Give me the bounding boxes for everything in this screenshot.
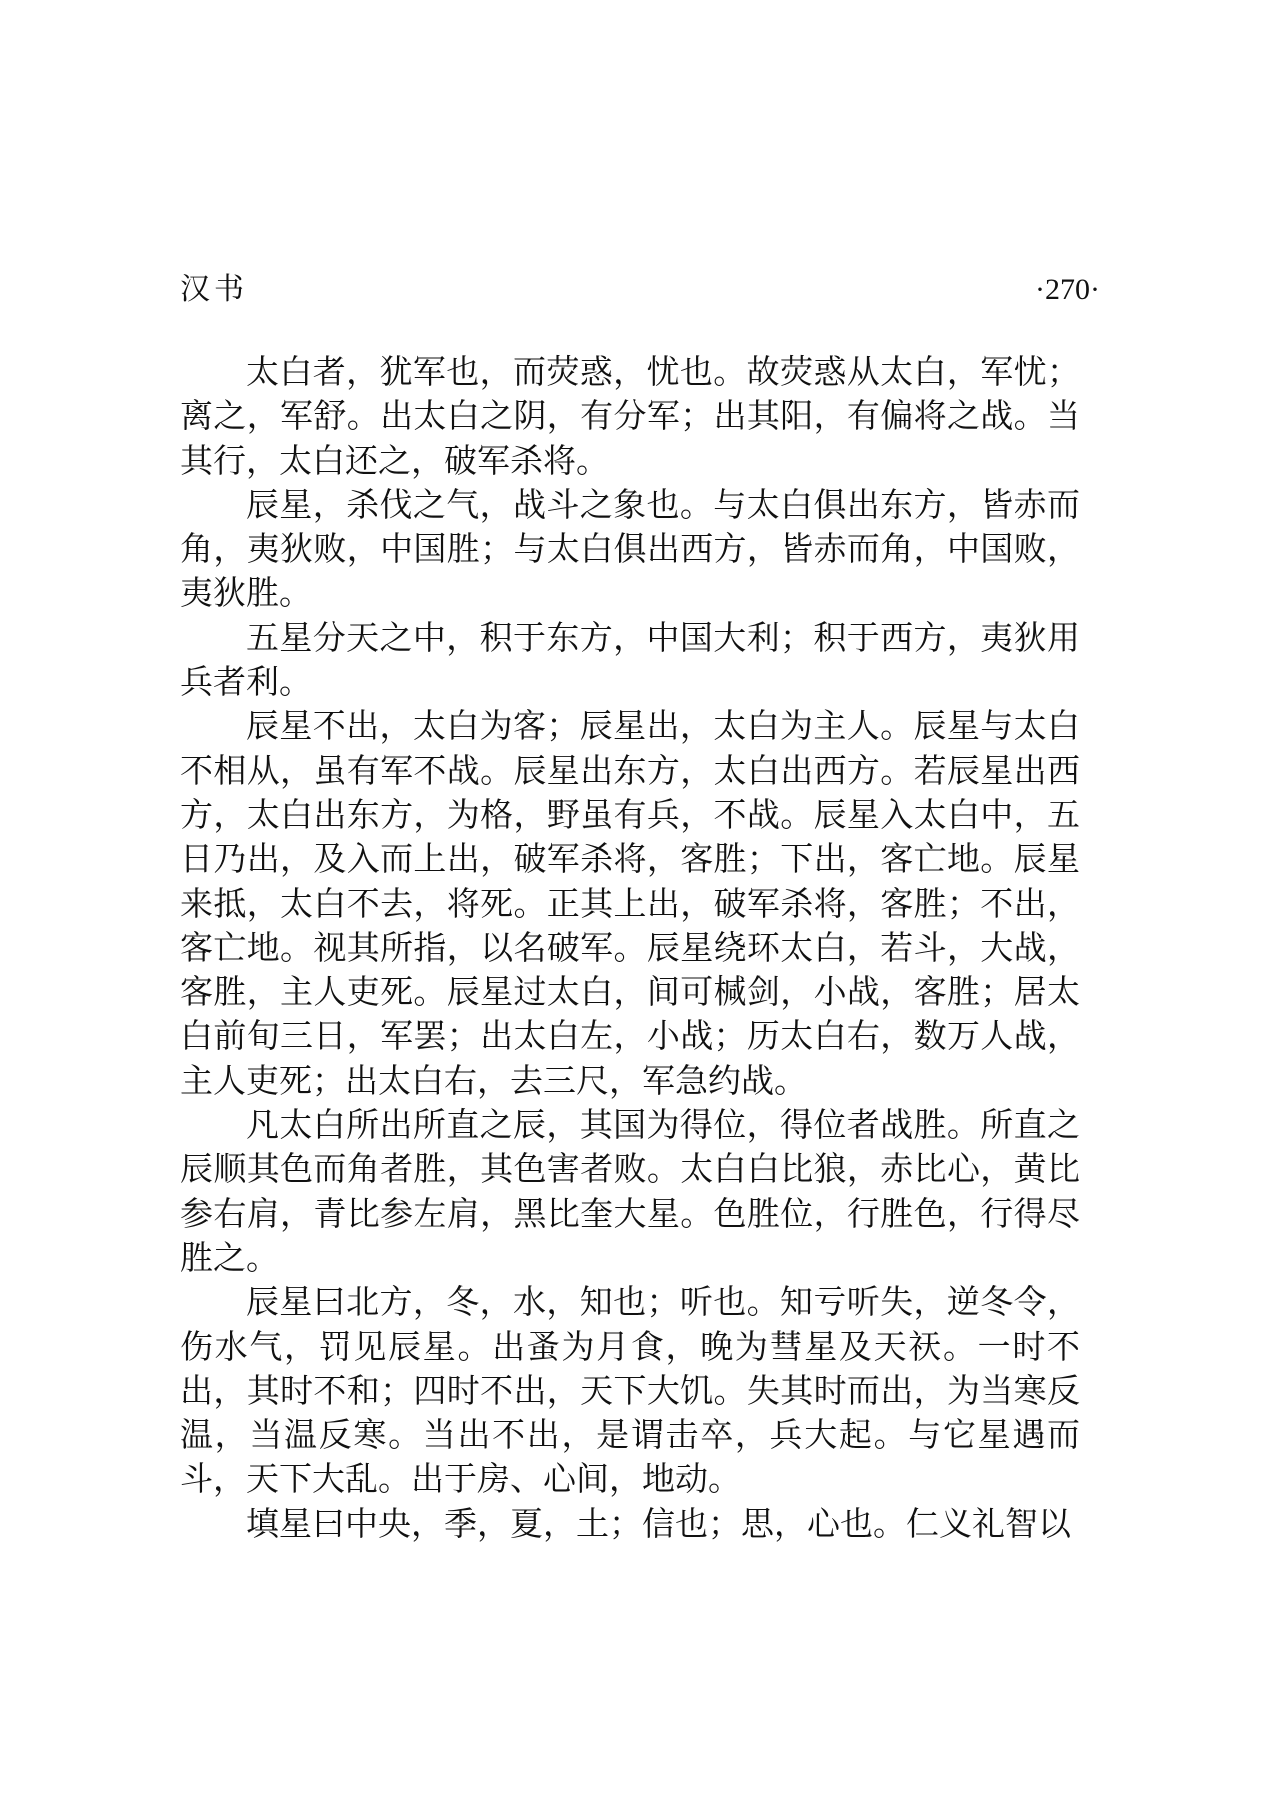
paragraph: 太白者，犹军也，而荧惑，忧也。故荧惑从太白，军忧；离之，军舒。出太白之阴，有分军；出其阳，有偏将之战。当其行，太白还之，破军杀将。 bbox=[180, 352, 1080, 480]
page-header bbox=[180, 270, 1100, 310]
paragraph: 辰星曰北方，冬，水，知也；听也。知亏听失，逆冬令，伤水气，罚见辰星。出蚤为月食，晚为彗星及天祆。一时不出，其时不和；四时不出，天下大饥。失其时而出，为当寒反温，当温反寒。当出不出，是谓击卒，兵大起。与它星遇而斗，天下大乱。出于房、心间，地动。 bbox=[180, 1282, 1080, 1499]
paragraph: 凡太白所出所直之辰，其国为得位，得位者战胜。所直之辰顺其色而角者胜，其色害者败。太白白比狼，赤比心，黄比参右肩，青比参左肩，黑比奎大星。色胜位，行胜色，行得尽胜之。 bbox=[180, 1105, 1080, 1277]
book-title: 汉书 bbox=[180, 272, 248, 307]
paragraph: 辰星不出，太白为客；辰星出，太白为主人。辰星与太白不相从，虽有军不战。辰星出东方，太白出西方。若辰星出西方，太白出东方，为格，野虽有兵，不战。辰星入太白中，五日乃出，及入而上出，破军杀将，客胜；下出，客亡地。辰星来抵，太白不去，将死。正其上出，破军杀将，客胜；不出，客亡地。视其所指，以名破军。辰星绕环太白，若斗，大战，客胜，主人吏死。辰星过太白，间可椷剑，小战，客胜；居太白前旬三日，军罢；出太白左，小战；历太白右，数万人战，主人吏死；出太白右，去三尺，军急约战。 bbox=[180, 706, 1080, 1100]
page-number: ·270· bbox=[1035, 273, 1100, 306]
paragraph: 辰星，杀伐之气，战斗之象也。与太白俱出东方，皆赤而角，夷狄败，中国胜；与太白俱出西方，皆赤而角，中国败，夷狄胜。 bbox=[180, 484, 1080, 613]
paragraph: 填星曰中央，季，夏，土；信也；思，心也。仁义礼智以 bbox=[246, 1503, 1071, 1543]
paragraph: 五星分天之中，积于东方，中国大利；积于西方，夷狄用兵者利。 bbox=[180, 617, 1080, 702]
body-text bbox=[180, 350, 1080, 1546]
